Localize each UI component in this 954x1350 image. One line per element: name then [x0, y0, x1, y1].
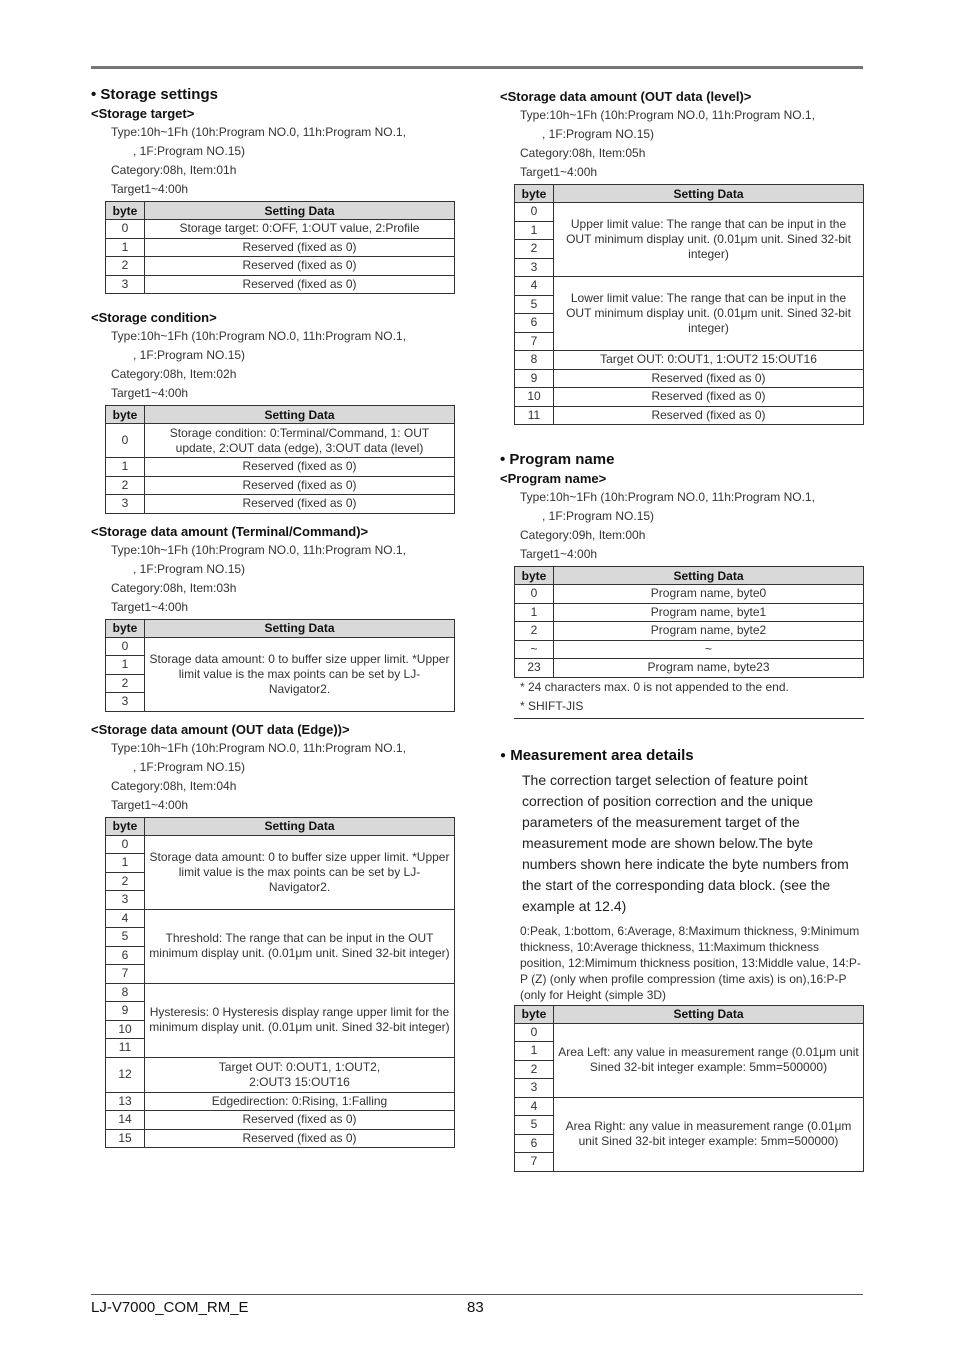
cell-byte: 23	[515, 659, 554, 678]
type-line-cont: , 1F:Program NO.15)	[542, 509, 655, 523]
table-row: 11	[106, 1039, 455, 1058]
table-row: 3 Reserved (fixed as 0)	[106, 495, 455, 514]
cell: Target OUT: 0:OUT1, 1:OUT2 15:OUT16	[554, 351, 864, 370]
table-row: 3 Reserved (fixed as 0)	[106, 275, 455, 294]
table-row: 8 Target OUT: 0:OUT1, 1:OUT2 15:OUT16	[515, 351, 864, 370]
cell-byte: 2	[515, 622, 554, 641]
cell: Reserved (fixed as 0)	[145, 1129, 455, 1148]
table-row: 3	[106, 693, 455, 712]
table-row: 0 Storage data amount: 0 to buffer size upper limit. *Upper limit value is the max points can be set by LJ-Navigator2.	[106, 637, 455, 656]
measurement-heading-text: Measurement area details	[510, 746, 694, 764]
type-line: Type:10h~1Fh (10h:Program NO.0, 11h:Program NO.1,	[111, 740, 406, 755]
storage-condition-title: <Storage condition>	[91, 310, 217, 325]
target-line: Target1~4:00h	[111, 797, 189, 812]
category-line: Category:08h, Item:03h	[111, 580, 237, 595]
cell: Area Right: any value in measurement range (0.01μm unit Sined 32-bit integer example: 5mm=500000)	[554, 1097, 864, 1171]
cell: Reserved (fixed as 0)	[145, 458, 455, 477]
amount-terminal-title: <Storage data amount (Terminal/Command)>	[91, 523, 369, 539]
table-row: 6	[515, 1134, 864, 1153]
page-number: 83	[467, 1299, 484, 1316]
type-line-cont: , 1F:Program NO.15)	[133, 759, 246, 774]
cell	[145, 1057, 455, 1092]
cell: Storage condition: 0:Terminal/Command, 1: OUT update, 2:OUT data (edge), 3:OUT data (level)	[145, 424, 455, 458]
table-row: 2	[515, 240, 864, 259]
header-setting-data: Setting Data	[145, 619, 455, 637]
table-row: 4 Area Right: any value in measurement range (0.01μm unit Sined 32-bit integer example: 5mm=500000)	[515, 1097, 864, 1116]
header-setting-data: Setting Data	[554, 567, 864, 585]
left-column	[91, 86, 456, 1148]
table-row: 2	[515, 1060, 864, 1079]
type-line: Type:10h~1Fh (10h:Program NO.0, 11h:Program NO.1,	[520, 108, 815, 122]
cell-byte: ~	[515, 640, 554, 659]
table-row: 0 Storage target: 0:OFF, 1:OUT value, 2:Profile	[106, 220, 455, 239]
table-row: 7	[106, 965, 455, 984]
cell: Program name, byte1	[554, 603, 864, 622]
header-setting-data: Setting Data	[145, 406, 455, 424]
type-line: Type:10h~1Fh (10h:Program NO.0, 11h:Program NO.1,	[111, 542, 406, 557]
type-line: Type:10h~1Fh (10h:Program NO.0, 11h:Program NO.1,	[111, 125, 406, 139]
header-byte: byte	[515, 567, 554, 585]
cell: Reserved (fixed as 0)	[145, 476, 455, 495]
cell: Reserved (fixed as 0)	[145, 495, 455, 514]
table-row: 0 Storage data amount: 0 to buffer size upper limit. *Upper limit value is the max points can be set by LJ-Navigator2.	[106, 835, 455, 854]
table-row: 6	[106, 946, 455, 965]
table-row: 10 Reserved (fixed as 0)	[515, 388, 864, 407]
cell: Storage data amount: 0 to buffer size upper limit. *Upper limit value is the max points can be set by LJ-Navigator2.	[145, 637, 455, 711]
bottom-rule	[91, 1294, 863, 1295]
cell: Lower limit value: The range that can be input in the OUT minimum display unit. (0.01μm unit. Sined 32-bit integer)	[554, 277, 864, 351]
program-name-title: <Program name>	[500, 471, 607, 486]
section-storage-settings: • Storage settings	[91, 86, 218, 103]
table-row: 7	[515, 332, 864, 351]
table-row: 9	[106, 1002, 455, 1021]
target-line: Target1~4:00h	[520, 165, 598, 179]
header-byte: byte	[515, 185, 554, 203]
table-row: 1	[106, 656, 455, 675]
right-column	[500, 89, 865, 1172]
category-line: Category:08h, Item:02h	[111, 367, 237, 381]
header-byte: byte	[106, 817, 145, 835]
header-setting-data: Setting Data	[554, 1005, 864, 1023]
category-line: Category:08h, Item:04h	[111, 778, 237, 793]
table-row: 3	[515, 258, 864, 277]
table-row: 2	[106, 872, 455, 891]
cell: Storage data amount: 0 to buffer size upper limit. *Upper limit value is the max points can be set by LJ-Navigator2.	[145, 835, 455, 909]
target-line: Target1~4:00h	[111, 386, 189, 400]
target-line: Target1~4:00h	[520, 547, 598, 561]
top-rule	[91, 66, 863, 69]
cell-line: 2:OUT3 15:OUT16	[249, 1074, 350, 1089]
header-byte: byte	[106, 619, 145, 637]
section-measurement-area	[500, 747, 865, 764]
type-line: Type:10h~1Fh (10h:Program NO.0, 11h:Program NO.1,	[111, 329, 406, 343]
table-row	[515, 659, 864, 678]
category-line: Category:09h, Item:00h	[520, 528, 646, 542]
amount-edge-table	[105, 817, 455, 1149]
cell: Upper limit value: The range that can be input in the OUT minimum display unit. (0.01μm unit. Sined 32-bit integer)	[554, 203, 864, 277]
type-line-cont: , 1F:Program NO.15)	[133, 144, 246, 158]
header-setting-data: Setting Data	[554, 185, 864, 203]
cell: Storage target: 0:OFF, 1:OUT value, 2:Profile	[145, 220, 455, 239]
storage-condition-meta	[91, 327, 456, 403]
header-byte: byte	[515, 1005, 554, 1023]
cell-byte: 1	[515, 603, 554, 622]
cell: Reserved (fixed as 0)	[145, 257, 455, 276]
table-row: 10	[106, 1020, 455, 1039]
cell: Program name, byte2	[554, 622, 864, 641]
type-line-cont: , 1F:Program NO.15)	[133, 348, 246, 362]
table-row: 8 Hysteresis: 0 Hysteresis display range upper limit for the minimum display unit. (0.01μm unit. Sined 32-bit integer)	[106, 983, 455, 1002]
table-row	[515, 640, 864, 659]
storage-target-table	[105, 201, 455, 294]
table-row	[515, 622, 864, 641]
table-row: 3	[106, 891, 455, 910]
category-line: Category:08h, Item:01h	[111, 163, 237, 177]
program-notes	[520, 678, 865, 716]
table-row: 15 Reserved (fixed as 0)	[106, 1129, 455, 1148]
type-line-cont: , 1F:Program NO.15)	[133, 561, 246, 576]
storage-target-meta	[91, 123, 456, 199]
cell-byte: 0	[515, 585, 554, 604]
cell: Program name, byte23	[554, 659, 864, 678]
cell: Hysteresis: 0 Hysteresis display range upper limit for the minimum display unit. (0.01μm unit. Sined 32-bit integer)	[145, 983, 455, 1057]
table-row: 1 Reserved (fixed as 0)	[106, 238, 455, 257]
measurement-paragraph: The correction target selection of feature point correction of position correction and the unique parameters of the measurement target of the measurement mode are shown below.The byte numbers shown here indicate the byte numbers from the start of the corresponding data block. (see the example at 12.4)	[522, 771, 849, 914]
storage-condition-table	[105, 405, 455, 514]
category-line: Category:08h, Item:05h	[520, 146, 646, 160]
note: * 24 characters max. 0 is not appended to the end.	[520, 679, 789, 694]
type-line-cont: , 1F:Program NO.15)	[542, 127, 655, 141]
table-row: 11 Reserved (fixed as 0)	[515, 406, 864, 425]
cell: Edgedirection: 0:Rising, 1:Falling	[145, 1092, 455, 1111]
table-row: 0 Storage condition: 0:Terminal/Command, 1: OUT update, 2:OUT data (edge), 3:OUT data (level)	[106, 424, 455, 458]
cell: Reserved (fixed as 0)	[554, 369, 864, 388]
table-row	[515, 585, 864, 604]
type-line: Type:10h~1Fh (10h:Program NO.0, 11h:Program NO.1,	[520, 490, 815, 504]
target-line: Target1~4:00h	[111, 182, 189, 196]
amount-terminal-table	[105, 619, 455, 712]
amount-edge-title: <Storage data amount (OUT data (Edge))>	[91, 721, 350, 737]
header-byte: byte	[106, 406, 145, 424]
table-row: 4 Lower limit value: The range that can be input in the OUT minimum display unit. (0.01μm unit. Sined 32-bit integer)	[515, 277, 864, 296]
program-name-table	[514, 566, 864, 678]
cell: Reserved (fixed as 0)	[554, 388, 864, 407]
amount-edge-meta	[91, 739, 456, 815]
table-row: 3	[515, 1079, 864, 1098]
table-row: 1 Reserved (fixed as 0)	[106, 458, 455, 477]
table-row: 14 Reserved (fixed as 0)	[106, 1111, 455, 1130]
header-setting-data: Setting Data	[145, 202, 455, 220]
measurement-list: 0:Peak, 1:bottom, 6:Average, 8:Maximum thickness, 9:Minimum thickness, 10:Average thickness, 11:Maximum thickness position, 12:Mimimum thickness position, 13:Middle value, 14:P-P (Z) (only when profile compression (time axis) is on),16:P-P (only for Height (simple 3D)	[520, 923, 861, 1002]
section-program-name: • Program name	[500, 451, 615, 468]
cell: ~	[554, 640, 864, 659]
target-line: Target1~4:00h	[111, 599, 189, 614]
header-byte: byte	[106, 202, 145, 220]
table-row: 12 Target OUT: 0:OUT1, 1:OUT2, 2:OUT3 15:OUT16	[106, 1057, 455, 1092]
level-table	[514, 184, 864, 425]
table-row: 2	[106, 674, 455, 693]
table-row: 5	[515, 1116, 864, 1135]
table-row: 9 Reserved (fixed as 0)	[515, 369, 864, 388]
cell: Reserved (fixed as 0)	[145, 275, 455, 294]
cell: Threshold: The range that can be input in the OUT minimum display unit. (0.01μm unit. Sined 32-bit integer)	[145, 909, 455, 983]
footer-doc-id: LJ-V7000_COM_RM_E	[91, 1299, 249, 1316]
table-row: 1	[106, 854, 455, 873]
level-title: <Storage data amount (OUT data (level)>	[500, 89, 752, 104]
header-setting-data: Setting Data	[145, 817, 455, 835]
table-row: 6	[515, 314, 864, 333]
storage-target-title: <Storage target>	[91, 106, 195, 121]
cell: Reserved (fixed as 0)	[145, 1111, 455, 1130]
level-meta	[500, 106, 865, 182]
cell: Reserved (fixed as 0)	[145, 238, 455, 257]
cell-line: Target OUT: 0:OUT1, 1:OUT2,	[218, 1059, 381, 1074]
cell: Reserved (fixed as 0)	[554, 406, 864, 425]
cell: Program name, byte0	[554, 585, 864, 604]
table-row: 4 Threshold: The range that can be input in the OUT minimum display unit. (0.01μm unit. Sined 32-bit integer)	[106, 909, 455, 928]
table-row: 7	[515, 1153, 864, 1172]
amount-terminal-meta	[91, 541, 456, 617]
table-row: 1	[515, 221, 864, 240]
table-row: 1	[515, 1042, 864, 1061]
table-row: 13 Edgedirection: 0:Rising, 1:Falling	[106, 1092, 455, 1111]
table-row: 0 Upper limit value: The range that can be input in the OUT minimum display unit. (0.01μm unit. Sined 32-bit integer)	[515, 203, 864, 222]
program-meta	[500, 488, 865, 564]
table-row	[515, 603, 864, 622]
bullet-icon: ●	[500, 749, 507, 761]
table-row: 5	[106, 928, 455, 947]
table-row: 2 Reserved (fixed as 0)	[106, 257, 455, 276]
note: * SHIFT-JIS	[520, 698, 584, 713]
cell: Area Left: any value in measurement range (0.01μm unit Sined 32-bit integer example: 5mm=500000)	[554, 1023, 864, 1097]
table-row: 2 Reserved (fixed as 0)	[106, 476, 455, 495]
table-row: 5	[515, 295, 864, 314]
table-row: 0 Area Left: any value in measurement range (0.01μm unit Sined 32-bit integer example: 5mm=500000)	[515, 1023, 864, 1042]
measurement-area-table	[514, 1005, 864, 1172]
